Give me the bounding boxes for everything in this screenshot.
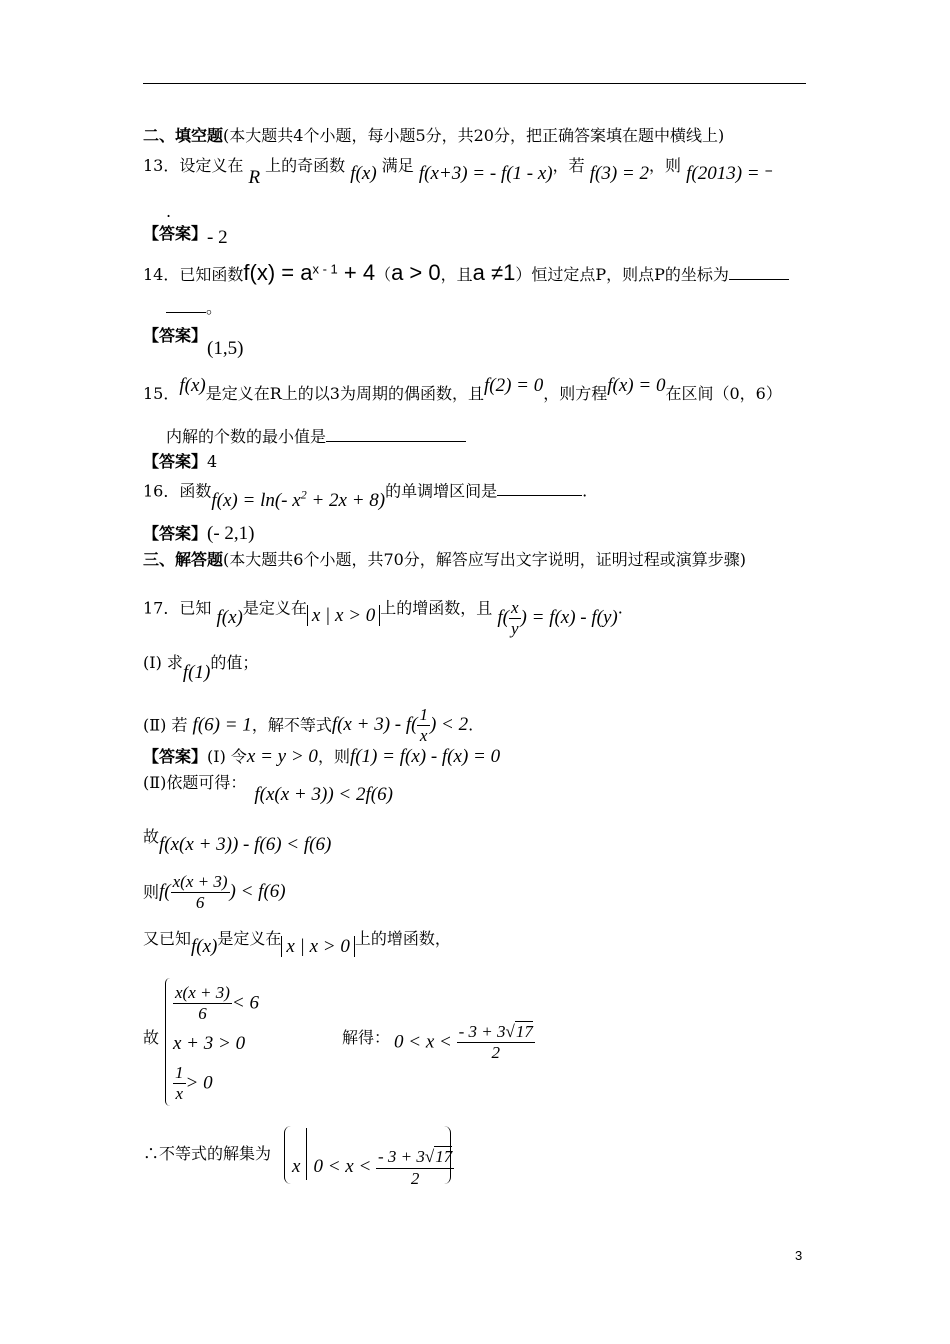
q17-p2-num: 1 (417, 705, 430, 726)
q14-blank (729, 279, 789, 280)
q17-ans-eq2: f(1) = f(x) - f(x) = 0 (349, 746, 501, 767)
q16-answer-label: 【答案】 (143, 524, 208, 543)
q14-t2: ）恒过定点P，则点P的坐标为 (515, 265, 729, 284)
q17-concl-bar (306, 1128, 307, 1180)
q13-eq3: f(2013) = (686, 163, 760, 184)
q17-step4 (143, 928, 451, 957)
q17-sys3-den: x (175, 1084, 184, 1104)
q17-solve-label: 解得： (342, 1028, 391, 1047)
q17-sol-num-b: 17 (515, 1022, 533, 1041)
q17-s1-label: (Ⅱ)依题可得： (143, 773, 247, 792)
q13-t2: 满足 (381, 156, 414, 175)
q13-dash: – (764, 160, 773, 179)
q17-p2-den: x (419, 726, 428, 746)
q15-eq2: f(x) = 0 (607, 375, 666, 396)
q17-answer-line1 (143, 746, 500, 769)
q14-blank-cont (166, 312, 206, 313)
q17-t1: 是定义在 (242, 598, 307, 618)
q17-period: . (617, 598, 623, 618)
q13-t3: ，若 (552, 156, 585, 175)
q17-concl-x: x (292, 1156, 301, 1178)
q16-period: . (582, 481, 588, 501)
q17-s4-fx: f(x) (191, 936, 218, 957)
q15-blank (326, 441, 466, 442)
q14-text (143, 260, 789, 286)
q16-number: 16．函数 (143, 481, 212, 501)
q15-fx: f(x) (179, 375, 206, 396)
q17-concl-brace-left (284, 1126, 291, 1184)
q13-answer-label: 【答案】 (143, 224, 208, 243)
page-number: 3 (795, 1248, 803, 1263)
q16-t1: 的单调增区间是 (385, 481, 498, 501)
q17-concl-ineq: 0 < x < (313, 1156, 372, 1178)
q17-p2-label: (Ⅱ) 若 (143, 715, 188, 735)
q17-t2: 上的增函数，且 (380, 598, 493, 618)
q14-number: 14．已知函数 (143, 265, 244, 284)
q17-s5-label: 故 (143, 1028, 160, 1047)
q15-line2 (166, 427, 466, 446)
section3-title: 三、解答题 (143, 550, 224, 569)
q17-concl-num-a: - 3 + 3 (378, 1147, 425, 1167)
q17-s4-t1: 又已知 (143, 929, 192, 948)
q14-line2 (166, 298, 222, 317)
q14-fn: f(x) = a (243, 260, 313, 285)
q17-p2-cond: f(6) = 1 (192, 714, 252, 736)
q17-s4-set: x | x > 0 (281, 936, 354, 957)
q14-t1: ，且 (440, 265, 473, 284)
q17-conclusion (143, 1144, 271, 1163)
q17-ans-eq1: x = y > 0 (246, 746, 318, 767)
q14-answer-label: 【答案】 (143, 326, 208, 345)
q14-paren: （ (375, 265, 392, 284)
q15-line2-text: 内解的个数的最小值是 (166, 427, 327, 446)
q13-dot: . (166, 202, 172, 221)
q15-answer-value: 4 (207, 452, 218, 471)
q13-answer (143, 223, 228, 246)
q17-s3-rest: ) < f(6) (229, 881, 286, 903)
q17-fx: f(x) (216, 607, 243, 629)
q13-t1: 上的奇函数 (265, 156, 346, 175)
q13-answer-value: - 2 (207, 227, 228, 248)
q13-t4: ，则 (649, 156, 682, 175)
q17-sys2: x + 3 > 0 (173, 1033, 246, 1054)
q14-period: 。 (206, 298, 223, 317)
q17-sys1-num: x(x + 3) (173, 983, 232, 1004)
q17-p1-text: 的值； (210, 653, 259, 672)
q17-number: 17．已知 (143, 598, 212, 618)
q15-t2: ，则方程 (543, 384, 608, 403)
q17-concl-brace-right (444, 1126, 451, 1184)
q16-answer (143, 523, 255, 546)
q17-text (143, 588, 623, 639)
q17-sys1 (173, 983, 259, 1025)
q15-eq1: f(2) = 0 (483, 375, 544, 396)
q17-sol-num-a: - 3 + 3 (458, 1022, 506, 1041)
q17-concl-set: x 0 < x < $\frac{- 3 + 3√17}{2}$ (292, 1128, 454, 1180)
q17-s1-eq: f(x(x + 3)) < 2f(6) (254, 784, 393, 805)
q13-fx: f(x) (350, 163, 377, 184)
q17-part2 (143, 705, 473, 747)
q17-p1-label: (Ⅰ) 求 (143, 653, 183, 672)
q17-eq-rest: ) = f(x) - f(y) (520, 607, 618, 629)
q17-p2-period: . (468, 715, 474, 735)
q17-eq-f: f( (497, 607, 509, 629)
q17-s4-t2: 是定义在 (217, 929, 282, 948)
q17-s3-eq (159, 872, 286, 913)
q17-p2-text: ，解不等式 (251, 715, 332, 735)
q14-cond1: a > 0 (391, 260, 441, 285)
q17-p2-ineq-a: f(x + 3) - f( (331, 714, 418, 736)
q17-sys3-num: 1 (173, 1063, 186, 1084)
q14-answer-value: (1,5) (207, 338, 244, 359)
q17-eq-num: x (509, 598, 521, 619)
q17-s3-den: 6 (195, 893, 205, 913)
q13-number: 13．设定义在 (143, 156, 244, 175)
q17-s3-f: f( (159, 881, 171, 903)
q17-part1 (143, 652, 259, 683)
q17-answer-label: 【答案】 (143, 747, 208, 766)
q17-sys3 (173, 1063, 213, 1105)
q17-sys3-rest: > 0 (185, 1072, 213, 1094)
q13-eq2: f(3) = 2 (589, 163, 650, 184)
header-rule (143, 83, 806, 84)
q17-p2-ineq-b: ) < 2 (429, 714, 469, 736)
q14-exponent: x - 1 (312, 261, 338, 277)
q16-sup: 2 (300, 488, 307, 502)
q16-answer-value: (- 2,1) (207, 523, 255, 544)
q17-s3-num: x(x + 3) (171, 872, 230, 893)
q17-s3-label: 则 (143, 882, 160, 902)
q17-p1-f: f(1) (182, 662, 211, 683)
q17-step1 (143, 772, 393, 805)
q17-s4-t3: 上的增函数， (354, 929, 451, 948)
q16-fn-b: + 2x + 8) (306, 490, 386, 512)
q13-eq1: f(x+3) = - f(1 - x) (418, 163, 553, 184)
q17-sys1-den: 6 (198, 1004, 207, 1024)
q17-eq (497, 598, 618, 639)
q17-system-brace (165, 978, 170, 1106)
q15-answer (143, 452, 217, 471)
q17-set: x | x > 0 (307, 605, 380, 626)
q17-concl-den: 2 (410, 1168, 420, 1188)
q16-blank (497, 495, 582, 496)
q16-text (143, 478, 588, 512)
section3-heading (143, 550, 746, 569)
q17-solution: 0 < x < $\frac{- 3 + 3√17}{2}$ (394, 1022, 533, 1063)
q14-answer (143, 325, 244, 359)
q17-ans-t1: (Ⅰ) 令 (207, 747, 247, 766)
q17-eq-den: y (511, 619, 519, 639)
q17-concl-num-b: 17 (435, 1147, 453, 1167)
q16-fn (211, 490, 385, 511)
q17-sol-den: 2 (491, 1043, 500, 1063)
q15-number: 15． (143, 384, 180, 403)
q17-p2-ineq (331, 705, 469, 746)
section2-title: 二、填空题 (143, 126, 224, 145)
q17-sol-lhs: 0 < x < (394, 1031, 452, 1053)
q17-s2-eq: f(x(x + 3)) - f(6) < f(6) (159, 834, 332, 855)
q17-ans-t2: ，则 (317, 747, 350, 766)
q14-plus4: + 4 (337, 260, 376, 285)
q15-text (143, 375, 782, 403)
section2-note: (本大题共4个小题，每小题5分，共20分，把正确答案填在题中横线上) (223, 126, 725, 145)
q13-R: R (248, 167, 261, 188)
q15-t3: 在区间（0，6） (665, 384, 782, 403)
q17-concl-text: ∴不等式的解集为 (143, 1144, 272, 1163)
q15-answer-label: 【答案】 (143, 452, 208, 471)
q15-t1: 是定义在R上的以3为周期的偶函数，且 (205, 384, 484, 403)
q14-cond2: a ≠1 (472, 260, 516, 285)
section2-heading (143, 126, 724, 145)
q17-sys1-rest: < 6 (231, 992, 259, 1014)
q17-step3 (143, 872, 286, 914)
section3-note: (本大题共6个小题，共70分，解答应写出文字说明，证明过程或演算步骤) (223, 550, 747, 569)
q17-s2-label: 故 (143, 827, 160, 846)
q16-fn-a: f(x) = ln(- x (211, 490, 301, 512)
q17-step2 (143, 826, 332, 855)
q13-text (143, 155, 773, 188)
